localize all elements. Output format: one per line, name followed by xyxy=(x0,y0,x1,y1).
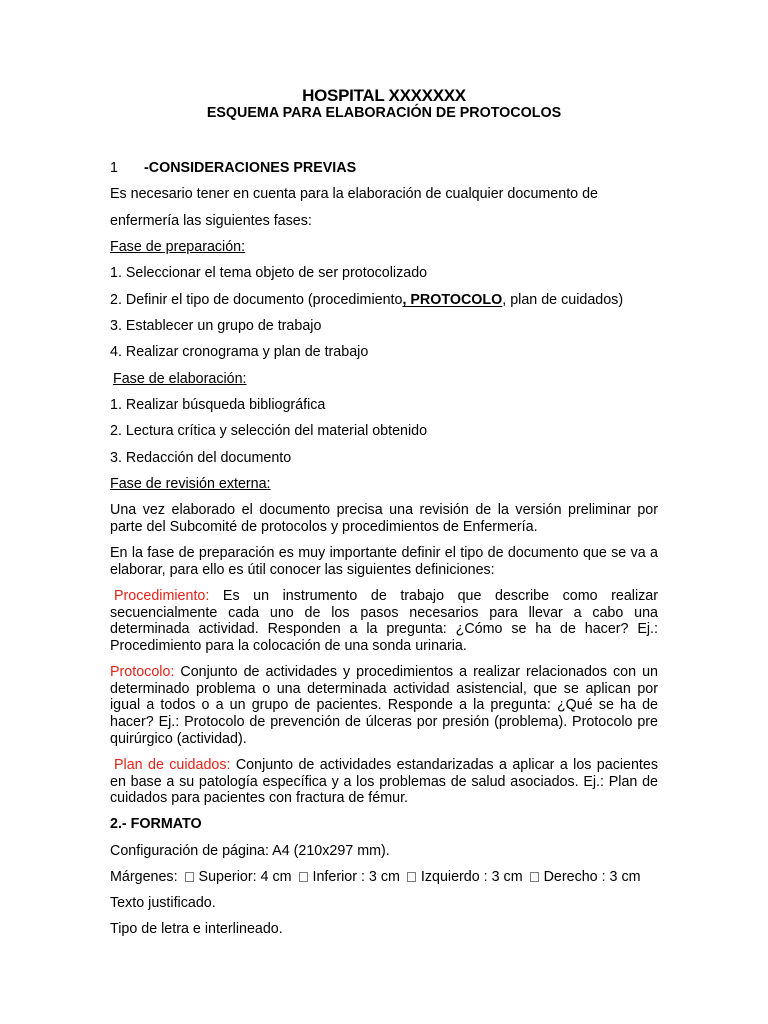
term-protocolo: Protocolo: xyxy=(110,664,175,680)
prep-item-1: 1. Seleccionar el tema objeto de ser protocolizado xyxy=(110,265,428,281)
section1-number: 1 xyxy=(110,160,118,176)
text-justified: Texto justificado. xyxy=(110,895,216,911)
margins-label: Márgenes: xyxy=(110,869,178,885)
elab-item-1: 1. Realizar búsqueda bibliográfica xyxy=(110,397,326,413)
margin-right: Derecho : 3 cm xyxy=(543,869,641,885)
margin-left: Izquierdo : 3 cm xyxy=(420,869,523,885)
checkbox-icon xyxy=(185,872,194,882)
text-plan: Conjunto de actividades estandarizadas a aplicar a los pacientes en base a su patología específica y a los problemas de salud asociados. Ej.: Plan de cuidados para pacientes con fractura de fémur. xyxy=(110,757,658,807)
text-protocolo: Conjunto de actividades y procedimientos a realizar relacionados con un determinado problema o una determinada actividad asistencial, que se aplican por igual a todos o a un grupo de pacientes. Responde a la pregunta: ¿Qué se ha de hacer? Ej.: Protocolo de prevención de úlceras por presión (problema). Protocolo pre quirúrgico (actividad). xyxy=(110,664,658,747)
margins-line xyxy=(110,869,641,885)
definition-protocolo xyxy=(110,664,658,748)
elab-phase-title: Fase de elaboración: xyxy=(113,371,247,387)
definition-plan xyxy=(110,757,658,807)
rev-phase-title: Fase de revisión externa: xyxy=(110,476,271,492)
prep-item-3: 3. Establecer un grupo de trabajo xyxy=(110,318,322,334)
term-plan: Plan de cuidados: xyxy=(114,757,231,773)
prep-item-2 xyxy=(110,292,623,308)
elab-item-2: 2. Lectura crítica y selección del material obtenido xyxy=(110,423,428,439)
rev-phase-text: Una vez elaborado el documento precisa una revisión de la versión preliminar por parte del Subcomité de protocolos y procedimientos de Enfermería. xyxy=(110,502,658,535)
elab-item-3: 3. Redacción del documento xyxy=(110,450,292,466)
checkbox-icon xyxy=(530,872,539,882)
prep-item-2-text: 2. Definir el tipo de documento (procedimiento xyxy=(110,292,403,308)
text-procedimiento: Es un instrumento de trabajo que describe como realizar secuencialmente cada uno de los pasos necesarios para llevar a cabo una determinada actividad. Responden a la pregunta: ¿Cómo se ha de hacer? Ej.: Procedimiento para la colocación de una sonda urinaria. xyxy=(110,588,658,655)
intro-line-1: Es necesario tener en cuenta para la elaboración de cualquier documento de xyxy=(110,186,599,202)
definition-procedimiento xyxy=(110,588,658,655)
document-title: HOSPITAL XXXXXXX xyxy=(302,86,466,105)
checkbox-icon xyxy=(299,872,308,882)
checkbox-icon xyxy=(407,872,416,882)
section2-heading: 2.- FORMATO xyxy=(110,816,202,832)
section1-title: -CONSIDERACIONES PREVIAS xyxy=(144,160,357,176)
document-subtitle: ESQUEMA PARA ELABORACIÓN DE PROTOCOLOS xyxy=(206,105,562,121)
prep-note: En la fase de preparación es muy importante definir el tipo de documento que se va a elaborar, para ello es útil conocer las siguientes definiciones: xyxy=(110,545,658,578)
margin-top: Superior: 4 cm xyxy=(198,869,292,885)
margin-bottom: Inferior : 3 cm xyxy=(312,869,400,885)
prep-phase-title: Fase de preparación: xyxy=(110,239,246,255)
prep-item-2-protocolo: , PROTOCOLO xyxy=(402,292,503,308)
section1-heading xyxy=(110,160,356,176)
intro-line-2: enfermería las siguientes fases: xyxy=(110,213,312,229)
page-config: Configuración de página: A4 (210x297 mm). xyxy=(110,843,390,859)
prep-item-2-rest: , plan de cuidados) xyxy=(502,292,624,308)
prep-item-4: 4. Realizar cronograma y plan de trabajo xyxy=(110,344,369,360)
term-procedimiento: Procedimiento: xyxy=(114,588,210,604)
font-spacing: Tipo de letra e interlineado. xyxy=(110,921,283,937)
